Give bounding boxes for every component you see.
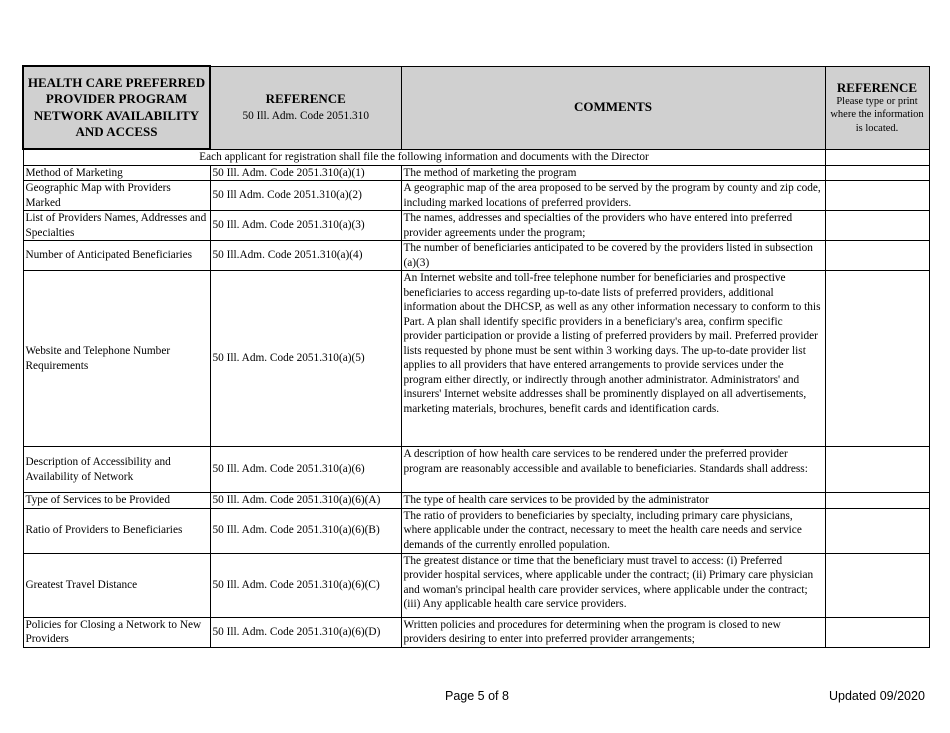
table-row xyxy=(23,493,929,509)
location-entry-cell[interactable] xyxy=(825,447,929,493)
header-reference-code: 50 Ill. Adm. Code 2051.310 xyxy=(242,109,369,122)
item-label: Type of Services to be Provided xyxy=(23,493,210,509)
comment-text: The greatest distance or time that the beneficiary must travel to access: (i) Preferred provider hospital services, where applicable under the contract; (ii) Primary care physician and woman's principal health care provider services, where applicable under the contract; (iii) Any applicable health care service providers. xyxy=(401,553,825,617)
comment-text: The type of health care services to be provided by the administrator xyxy=(401,493,825,509)
table-row xyxy=(23,211,929,241)
page-number: Page 5 of 8 xyxy=(445,689,509,703)
reference-code: 50 Ill.Adm. Code 2051.310(a)(4) xyxy=(210,241,401,271)
header-location-title: REFERENCE xyxy=(836,79,918,95)
reference-code: 50 Ill Adm. Code 2051.310(a)(2) xyxy=(210,181,401,211)
location-entry-cell[interactable] xyxy=(825,508,929,553)
comment-text: An Internet website and toll-free telephone number for beneficiaries and prospective beneficiaries to access regarding up-to-date lists of preferred providers, additional information about the DHCSP, as well as any other information necessary to conform to this Part. A plan shall identify specific providers in a beneficiary's area, confirm specific provider participation or provide a listing of preferred providers by mail. Preferred provider lists requested by phone must be sent within 3 working days. The up-to-date provider list applies to all providers that have entered arrangements to provide services under the program either directly, or indirectly through another administrator. Administrators' and insurers' Internet website addresses shall be prominently displayed on all advertisements, marketing materials, brochures, benefit cards and identification cards. xyxy=(401,271,825,447)
reference-code: 50 Ill. Adm. Code 2051.310(a)(6) xyxy=(210,447,401,493)
reference-code: 50 Ill. Adm. Code 2051.310(a)(6)(C) xyxy=(210,553,401,617)
item-label: Greatest Travel Distance xyxy=(23,553,210,617)
item-label: Website and Telephone Number Requirements xyxy=(23,271,210,447)
comment-text: Written policies and procedures for determining when the program is closed to new providers desiring to enter into preferred provider arrangements; xyxy=(401,617,825,647)
header-location-reference xyxy=(825,66,929,149)
location-entry-cell[interactable] xyxy=(825,181,929,211)
location-entry-cell[interactable] xyxy=(825,493,929,509)
comment-text: The ratio of providers to beneficiaries by specialty, including primary care physicians, where applicable under the contract, necessary to meet the health care needs and service demands of the currently enrolled population. xyxy=(401,508,825,553)
item-label: Description of Accessibility and Availability of Network xyxy=(23,447,210,493)
reference-code: 50 Ill. Adm. Code 2051.310(a)(5) xyxy=(210,271,401,447)
reference-code: 50 Ill. Adm. Code 2051.310(a)(6)(B) xyxy=(210,508,401,553)
location-entry-cell[interactable] xyxy=(825,271,929,447)
table-row xyxy=(23,617,929,647)
table-row xyxy=(23,165,929,181)
requirements-table xyxy=(22,65,930,648)
item-label: Ratio of Providers to Beneficiaries xyxy=(23,508,210,553)
header-comments: COMMENTS xyxy=(401,66,825,149)
table-row xyxy=(23,271,929,447)
comment-text: A description of how health care services to be rendered under the preferred provider program are reasonably accessible and available to beneficiaries. Standards shall address: xyxy=(401,447,825,493)
table-row xyxy=(23,447,929,493)
table-header-row xyxy=(23,66,929,149)
reference-code: 50 Ill. Adm. Code 2051.310(a)(6)(A) xyxy=(210,493,401,509)
table-row xyxy=(23,508,929,553)
table-row xyxy=(23,553,929,617)
comment-text: The method of marketing the program xyxy=(401,165,825,181)
reference-code: 50 Ill. Adm. Code 2051.310(a)(3) xyxy=(210,211,401,241)
header-reference-title: REFERENCE xyxy=(265,91,346,106)
header-reference xyxy=(210,66,401,149)
comment-text: A geographic map of the area proposed to be served by the program by county and zip code, including marked locations of preferred providers. xyxy=(401,181,825,211)
comment-text: The number of beneficiaries anticipated to be covered by the providers listed in subsection (a)(3) xyxy=(401,241,825,271)
item-label: Method of Marketing xyxy=(23,165,210,181)
header-section-title: HEALTH CARE PREFERRED PROVIDER PROGRAM NETWORK AVAILABILITY AND ACCESS xyxy=(23,66,210,149)
location-entry-cell[interactable] xyxy=(825,241,929,271)
location-entry-cell[interactable] xyxy=(825,211,929,241)
reference-code: 50 Ill. Adm. Code 2051.310(a)(6)(D) xyxy=(210,617,401,647)
table-row xyxy=(23,241,929,271)
header-location-instructions: Please type or print where the information is located. xyxy=(830,95,924,134)
item-label: List of Providers Names, Addresses and Specialties xyxy=(23,211,210,241)
intro-text: Each applicant for registration shall file the following information and documents with the Director xyxy=(23,149,825,165)
intro-blank-cell xyxy=(825,149,929,165)
item-label: Geographic Map with Providers Marked xyxy=(23,181,210,211)
location-entry-cell[interactable] xyxy=(825,553,929,617)
table-row xyxy=(23,181,929,211)
location-entry-cell[interactable] xyxy=(825,617,929,647)
intro-row xyxy=(23,149,929,165)
location-entry-cell[interactable] xyxy=(825,165,929,181)
reference-code: 50 Ill. Adm. Code 2051.310(a)(1) xyxy=(210,165,401,181)
item-label: Number of Anticipated Beneficiaries xyxy=(23,241,210,271)
item-label: Policies for Closing a Network to New Providers xyxy=(23,617,210,647)
comment-text: The names, addresses and specialties of the providers who have entered into preferred provider agreements under the program; xyxy=(401,211,825,241)
updated-date: Updated 09/2020 xyxy=(829,689,925,703)
